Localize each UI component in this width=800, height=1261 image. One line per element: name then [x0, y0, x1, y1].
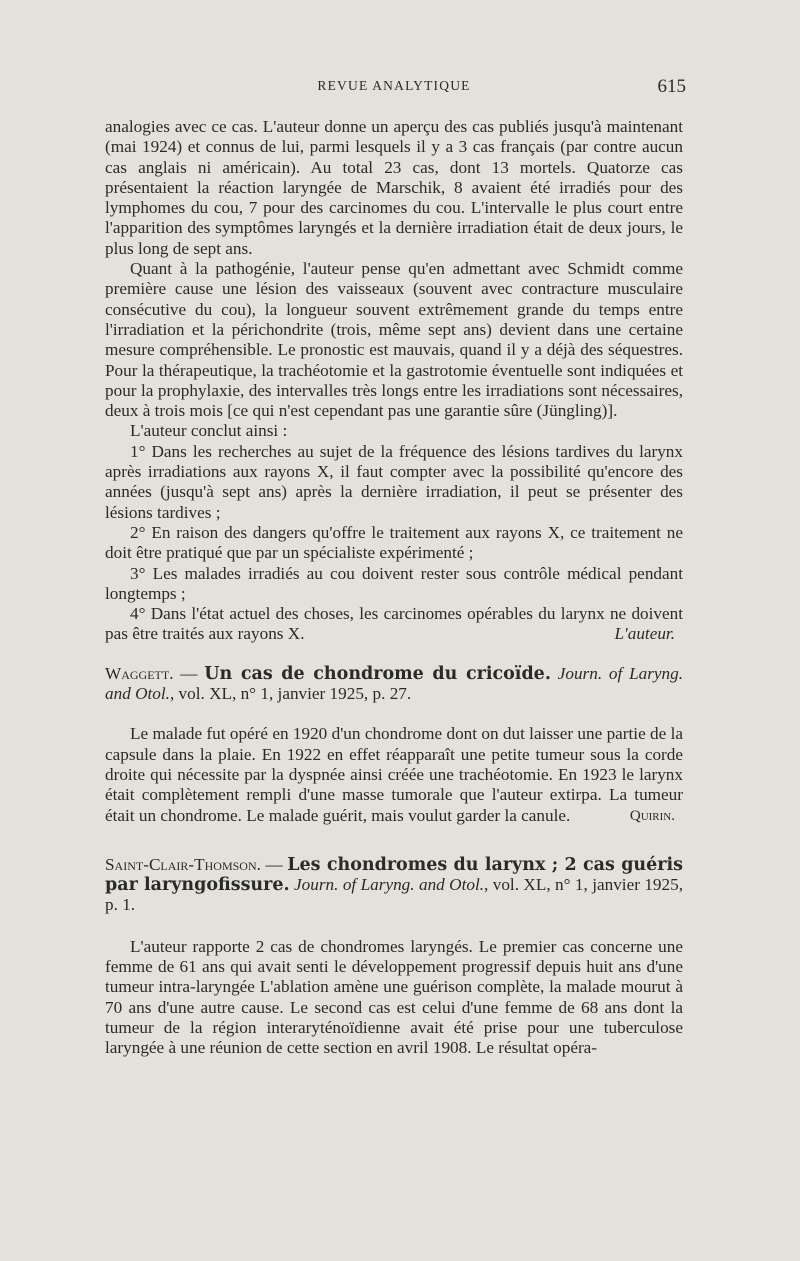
review3-journal: Journ. of Laryng. and Otol.: [294, 875, 485, 895]
review1-conclusion-4: [105, 604, 683, 645]
review1-conclusion-2: 2° En raison des dangers qu'offre le traitement aux rayons X, ce traitement ne doit être pratiqué que par un spécialiste expérimenté ;: [105, 522, 683, 563]
page-header: [105, 76, 686, 100]
review3-title: Les chondromes du larynx ; 2 cas guéris par laryngofissure.: [105, 854, 684, 896]
review2-body-text: Le malade fut opéré en 1920 d'un chondrome dont on dut laisser une partie de la capsule dans la plaie. En 1922 en effet réapparaît une petite tumeur sous la corde droite qui nécessite par la dyspnée ainsi créée une trachéotomie. En 1923 le larynx était complètement rempli d'une masse tumorale que l'auteur extirpa. La tumeur était un chondrome. Le malade guérit, mais voulut garder la canule.: [105, 724, 683, 825]
review1-conclusion-3: 3° Les malades irradiés au cou doivent rester sous contrôle médical pendant longtemps ;: [105, 563, 683, 603]
review3-author: Saint-Clair-Thomson.: [105, 854, 261, 874]
review2-journal: Journ. of Laryng. and Otol.: [105, 663, 684, 704]
page-number: 615: [657, 76, 686, 97]
review3-citation: , vol. XL, n° 1, janvier 1925, p. 1.: [105, 875, 684, 915]
running-title: REVUE ANALYTIQUE: [317, 78, 471, 93]
review1-conclusion-1: 1° Dans les recherches au sujet de la fréquence des lésions tardives du larynx après irradiations aux rayons X, il faut compter avec la possibilité qu'encore des années (jusqu'à sept ans) après la dernière irradiation, il peut se présenter des lésions tardives ;: [105, 441, 683, 522]
review1-signature: L'auteur.: [614, 624, 675, 644]
review2-heading: [105, 664, 683, 705]
review1-paragraph-2: Quant à la pathogénie, l'auteur pense qu'en admettant avec Schmidt comme première cause une lésion des vaisseaux (souvent avec contracture musculaire consécutive du cou), la longueur souvent extrêmement grande du temps entre l'irradiation et la périchondrite (trois, même sept ans) devient dans une certaine mesure compréhensible. Le pronostic est mauvais, quand il y a déjà des séquestres. Pour la thérapeutique, la trachéotomie et la gastrotomie éventuelle sont indiquées et pour la prophylaxie, des intervalles très longs entre les irradiations sont nécessaires, deux à trois mois [ce qui n'est cependant pas une garantie sûre (Jüngling)].: [105, 259, 683, 421]
review3-heading: [105, 855, 683, 916]
review1-paragraph-3: L'auteur conclut ainsi :: [130, 421, 288, 441]
review2-dash: —: [173, 663, 205, 683]
review3-body: L'auteur rapporte 2 cas de chondromes laryngés. Le premier cas concerne une femme de 61 ans qui avait senti le développement progressif depuis huit ans d'une tumeur intra-laryngée L'ablation amène une guérison complète, la malade mourut à 70 ans d'une autre cause. Le second cas est celui d'une femme de 68 ans dont la tumeur de la région interaryténoïdienne avait été prise pour une tuberculose laryngée à une réunion de cette section en avril 1908. Le résultat opéra-: [105, 936, 683, 1058]
review2-author: Waggett.: [105, 663, 174, 683]
review2-body: [105, 724, 683, 825]
review2-signature: Quirin.: [629, 807, 675, 824]
body-text: [105, 117, 683, 1058]
review3-dash: —: [260, 854, 288, 874]
review1-paragraph-1: analogies avec ce cas. L'auteur donne un aperçu des cas publiés jusqu'à maintenant (mai 1924) et connus de lui, parmi lesquels il y a 3 cas français (par contre aucun cas anglais ni américain). Au total 23 cas, dont 13 mortels. Quatorze cas présentaient la réaction laryngée de Marschik, 8 avaient été irradiés pour des lymphomes du cou, 7 pour des carcinomes du cou. L'intervalle le plus court entre l'apparition des symptômes laryngés et la dernière irradiation était de deux jours, le plus long de sept ans.: [105, 117, 683, 258]
review1-conclusion-4-text: 4° Dans l'état actuel des choses, les carcinomes opérables du larynx ne doivent pas être traités aux rayons X.: [105, 604, 683, 644]
review2-citation: , vol. XL, n° 1, janvier 1925, p. 27.: [169, 684, 412, 704]
review2-title: Un cas de chondrome du cricoïde.: [204, 663, 551, 684]
